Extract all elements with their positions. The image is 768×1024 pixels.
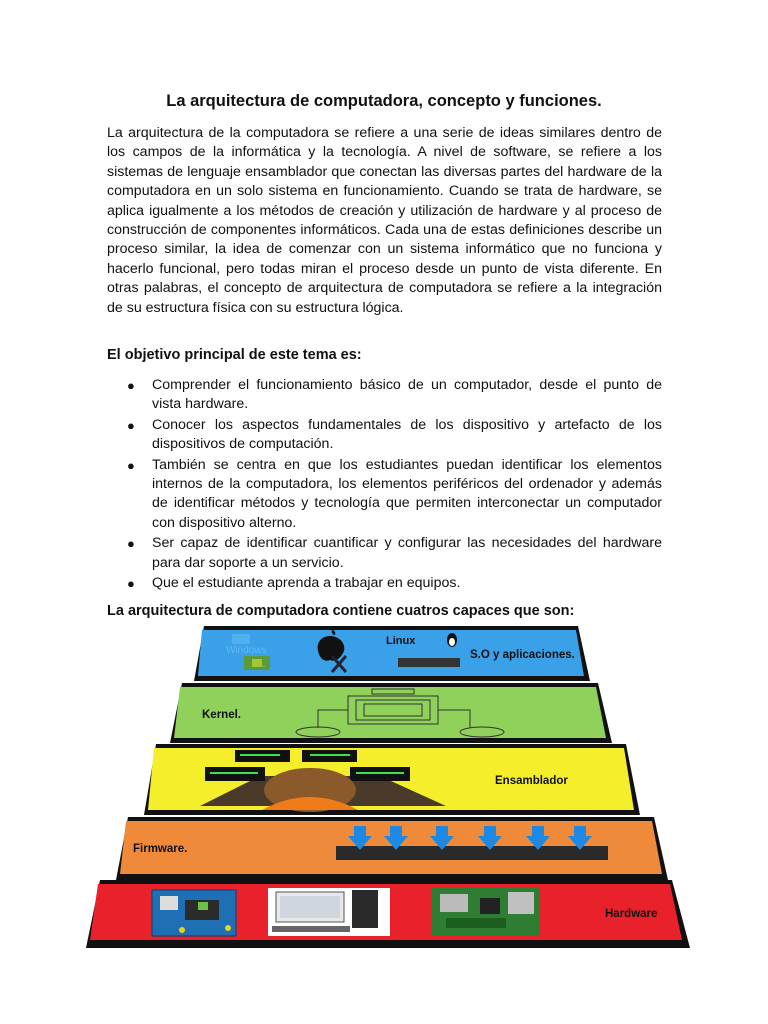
layer-label-firmware: Firmware. <box>133 843 188 855</box>
bullet-icon: ● <box>127 378 135 393</box>
bullet-icon: ● <box>127 576 135 592</box>
layer-label-ensamblador: Ensamblador <box>495 775 568 787</box>
architecture-pyramid <box>0 620 768 960</box>
list-item-text: Ser capaz de identificar cuantificar y configurar las necesidades del hardware para dar soporte a un servicio. <box>152 535 662 571</box>
list-item <box>107 456 662 534</box>
chip-icon <box>398 658 460 667</box>
list-item-text: Conocer los aspectos fundamentales de los dispositivo y artefacto de los dispositivos de computación. <box>152 416 662 453</box>
linux-logo-text: Linux <box>386 635 416 647</box>
bullet-icon: ● <box>127 457 135 473</box>
list-item-text: Que el estudiante aprenda a trabajar en equipos. <box>152 575 461 592</box>
motherboard-icon <box>432 888 540 936</box>
list-item <box>107 376 662 415</box>
bullet-icon: ● <box>127 417 135 433</box>
layers-heading: La arquitectura de computadora contiene cuatros capaces que son: <box>107 603 575 619</box>
document-title: La arquitectura de computadora, concepto y funciones. <box>166 92 602 110</box>
arduino-board-icon <box>152 890 236 936</box>
android-logo-text: Android <box>255 664 266 668</box>
list-item <box>107 416 662 455</box>
bullet-icon: ● <box>127 536 135 552</box>
windows-logo-text: Windows <box>226 645 267 656</box>
list-item <box>107 574 662 593</box>
layer-label-so: S.O y aplicaciones. <box>470 649 575 661</box>
layer-label-hardware: Hardware <box>605 908 658 920</box>
layer-label-kernel: Kernel. <box>202 709 241 721</box>
list-item-text: También se centra en que los estudiantes puedan identificar los elementos internos de la computadora, los elementos periféricos del ordenador y además de identificar métodos y tecnología que permiten interconectar un computador con dispositivo alterno. <box>152 456 662 531</box>
objectives-heading: El objetivo principal de este tema es: <box>107 347 362 363</box>
layer-hardware <box>86 880 690 948</box>
layer-firmware <box>116 817 668 880</box>
firmware-chip-icon <box>336 846 608 860</box>
intro-paragraph: La arquitectura de la computadora se refiere a una serie de ideas similares dentro de los campos de la informática y la tecnología. A nivel de software, se refiere a los sistemas de lenguaje ensamblador que conectan las diversas partes del hardware de la computadora en un solo sistema en funcionamiento. Cuando se trata de hardware, se aplica igualmente a los métodos de creación y utilización de hardware y al proceso de construcción de componentes informáticos. Cada una de estas definiciones describe un proceso similar, la idea de comenzar con un sistema informático que no funciona y hacerlo funcional, pero todas miran el proceso desde un punto de vista diferente. En otras palabras, el concepto de arquitectura de computadora se refiere a la integración de su estructura física con su estructura lógica. <box>107 125 662 316</box>
layer-ensamblador <box>144 744 640 815</box>
layer-so-aplicaciones <box>194 626 590 681</box>
list-item-text: Comprender el funcionamiento básico de un computador, desde el punto de vista hardware. <box>152 377 662 413</box>
list-item <box>107 534 662 573</box>
desktop-computer-icon <box>268 888 390 936</box>
objectives-list <box>107 376 662 594</box>
layer-kernel <box>170 683 612 743</box>
